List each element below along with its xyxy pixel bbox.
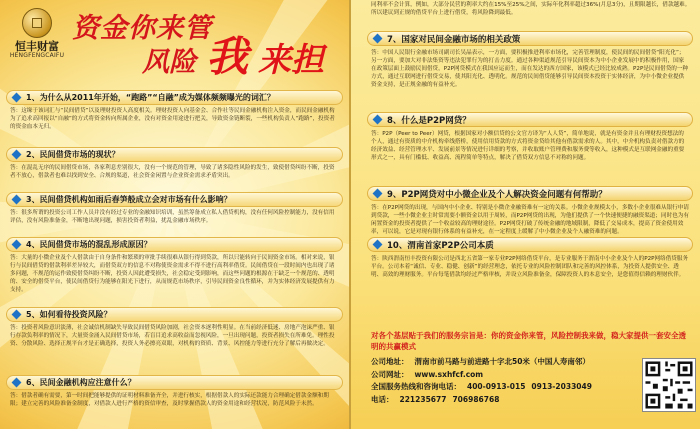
brand-name-cn: 恒丰财富 xyxy=(15,40,59,53)
faq-heading: 4、民间借贷市场的混乱形成原因？ xyxy=(26,240,152,249)
faq-section-5 xyxy=(6,307,343,372)
faq-heading: 2、民间借贷市场的现状？ xyxy=(26,150,120,159)
address-row xyxy=(371,356,631,369)
phone-row xyxy=(371,381,631,394)
faq-heading: 6、民间金融机构应注意什么？ xyxy=(26,378,136,387)
brand-name-en: HENGFENGCAIFU xyxy=(9,52,65,59)
continued-answer-text: 同利率不会计算，例如，大部分民营的利率大约在15%至25%之间，实际年化利率超过36%(月息3分)，且期限越长，借款越难。所以建议到正规的借贷平台上进行借贷，将风险降到最低。 xyxy=(371,2,691,16)
phone-row-2 xyxy=(371,394,631,407)
contact-info xyxy=(371,356,631,406)
address-value: 渭南市前马路与前进路十字北50米（中国人寿南邻） xyxy=(414,357,590,366)
address-label: 公司地址： xyxy=(371,357,409,366)
bullet-diamond-icon xyxy=(12,150,22,160)
faq-section-9 xyxy=(367,186,693,244)
bullet-diamond-icon xyxy=(12,195,22,205)
qr-code-icon xyxy=(642,358,696,412)
faq-heading-bar xyxy=(6,307,343,322)
bullet-diamond-icon xyxy=(12,240,22,250)
faq-heading-bar xyxy=(6,375,343,390)
faq-heading-bar xyxy=(6,90,343,105)
faq-answer: 答：在混乱无序的民间借贷市场，各家利息差别很大，没有一个规范的管理，导致了诸多隐性风险的发生，致使借贷纠纷不断，投资者不放心，借款者也难以找到安全、合规的渠道，社会资金闲置与企业资金需求矛盾突出。 xyxy=(10,165,335,179)
faq-heading: 3、民间借贷机构如雨后春笋般成立会对市场有什么影响？ xyxy=(26,195,232,204)
faq-section-6 xyxy=(6,375,343,426)
website-link[interactable]: www.sxhfcf.com xyxy=(414,369,484,379)
phone-label: 全国服务热线和咨询电话： xyxy=(371,382,461,391)
faq-section-2 xyxy=(6,147,343,188)
faq-heading-bar xyxy=(367,31,693,46)
bullet-diamond-icon xyxy=(373,189,383,199)
bullet-diamond-icon xyxy=(12,310,22,320)
slogan-line-1: 资金你来管 xyxy=(72,13,212,44)
bullet-diamond-icon xyxy=(12,378,22,388)
faq-section-7 xyxy=(367,31,693,105)
phone-number-2: 0913-2033049 xyxy=(531,382,592,391)
faq-heading: 10、渭南首家P2P公司本质 xyxy=(387,240,494,251)
right-panel xyxy=(351,0,700,429)
service-tagline: 对各个基层贴于我们的服务宗旨是：你的资金你来管，风险控制我来做，稳大家提供一套安全透明的共赢模式 xyxy=(371,331,686,351)
faq-section-10 xyxy=(367,237,693,327)
phone-number-3: 221235677 xyxy=(399,394,447,404)
website-label: 公司网址： xyxy=(371,369,409,379)
faq-answer: 答：陕西渭南恒丰投资有限公司是西北五省第一家专业P2P网络借贷平台，是专业服务于渭南中小企业及个人的P2P网络借贷服务平台。公司本着“诚信、专业、稳健、创新”的经营理念，依托专业的风险控制团队和完善的风控体系，为投资人提供安全、透明、高效的理财服务。平台每笔借款均经过严格审核，并设立风险准备金，保障投资人的本息安全，是您值得信赖的理财伙伴。 xyxy=(371,256,689,278)
faq-heading-bar xyxy=(367,112,693,127)
company-logo xyxy=(8,6,66,72)
phone-number-4: 706986768 xyxy=(452,394,500,404)
bullet-diamond-icon xyxy=(373,240,383,250)
faq-section-3 xyxy=(6,192,343,233)
slogan-line-2: 风险 xyxy=(142,47,196,78)
faq-answer: 答：投资者风险意识淡薄，社会诚信机制缺失导致民间借贷风险加剧，社会资本逐利性明显。在当前经济低迷、房地产泡沫严重、银行存款负利率的情况下，大量资金涌入民间借贷市场，若盲目追求高收益而忽视风险，一旦出现问题，投资者损失在所难免。理性投资、分散风险、选择正规平台才是正确选择，投资人务必擦亮双眼，对机构的资质、背景、风控能力等进行充分了解后再做决定。 xyxy=(10,325,335,347)
faq-heading: 8、什么是P2P网贷？ xyxy=(387,115,471,126)
faq-answer: 答：大量的小微企业及个人借款由于自身条件和繁琐的审批手续很难从银行得到贷款，所以只能转向于民间资金市场。相对来说，银行与民间借贷的借款利率差异较大，而借贷双方的信息不对称使资金需求不得不进行高利率借贷。民间借贷在一段时间内也出现了诸多问题，不规范的运作致使借贷纠纷不断，投资人因此遭受损失，社会稳定受到影响，而这些问题的根源在于缺乏一个规范的、透明的、安全的借贷平台，使民间借贷行为能够在阳光下进行，从而规范市场秩序，引导民间资金良性循环，并为实体经济发展提供有力支持。 xyxy=(10,255,335,293)
faq-heading: 5、如何看待投资风险？ xyxy=(26,310,112,319)
faq-answer: 答：中国人民银行金融市场司副司长吴晶表示，一方面，要积极推进利率市场化，完善管理制度，使民间的民间借贷“阳光化”；另一方面，要加大对非法集资等违法犯罪行为的打击力度。通过各种渠道规范引导民间资本为中小企业发展中的积极作用，国家在政策层面上鼓励民间借贷，P2P网贷模式在我国应运而生，而在发达的西方国家，该模式已经比较成熟。P2P是民间借贷的一种方式，通过互联网进行借贷交易，使其阳光化、透明化。规范的民间借贷能够引导民间资本投资于实体经济，为中小微企业提供资金支持，是正规金融的有益补充。 xyxy=(371,50,689,88)
faq-answer: 答：在P2P网贷的出现，与国内中小企业、特别是小微企业融资难有一定的关系。小微企业规模太小，多数小企业很难从银行申请到贷款，一些小微企业主时常需要小额资金以用于周转，而P2P网贷的出现，为他们提供了一个快速便捷的融资渠道；同时也为有闲置资金的投资者提供了一个收益较高的理财途径。P2P网贷打破了传统金融的地域限制，降低了交易成本，提高了资金使用效率，可以说，它是对现有银行体系的有益补充，在一定程度上缓解了中小微企业及个人融资难的问题。 xyxy=(371,205,689,235)
faq-heading-bar xyxy=(6,147,343,162)
faq-answer: 答：P2P（Peer to Peer）网贷，根据国家对小额信贷的公文官方译为“人人贷”，简单地说，就是有资金并且有理财投资想法的个人，通过有资质的中介机构牵线搭桥，使用信用贷款的方式将资金贷给其他有借款需求的人。其中，中介机构负责对借款方的经济效益、经营管理水平、发展前景等情况进行详细的考察，并收取账户管理费和服务费等收入，这种模式是互联网金融的重要形式之一，具有门槛低、收益高、流程简单等特点，解决了借贷双方信息不对称的问题。 xyxy=(371,131,685,161)
phone-label-2: 电话： xyxy=(371,394,394,404)
left-panel xyxy=(0,0,349,429)
faq-answer: 答：借款者确有需要，第一时间把能够提供的证明材料准备齐全，并进行核实，根据借款人的实际还款能力合理确定借款金额和期限；建立完善的风险准备金制度，对借款人进行严格的资信审查，及时掌握借款人的资金用途和经营状况，防范风险于未然。 xyxy=(10,393,329,407)
faq-heading-bar xyxy=(6,237,343,252)
website-row xyxy=(371,369,631,382)
faq-section-4 xyxy=(6,237,343,318)
bullet-diamond-icon xyxy=(373,115,383,125)
slogan-line-4: 来担 xyxy=(258,40,324,79)
faq-heading: 9、P2P网贷对中小微企业及个人解决资金问题有何帮助？ xyxy=(387,189,607,200)
faq-heading: 7、国家对民间金融市场的相关政策 xyxy=(387,34,521,45)
faq-heading-bar xyxy=(367,237,693,252)
faq-answer: 答：这缘于该词汇与“民间借贷”以及理财投资人高度相关。理财投资人向基金会、合作社等民间金融机构注入资金，而民间金融机构为了追求高回报以“自融”的方式将资金转向所属企业，没有对资金用途进行把关，导致资金链断裂，一些机构负责人“跑路”，投资者的资金血本无归。 xyxy=(10,108,335,130)
coin-logo-icon xyxy=(22,8,52,38)
faq-section-8 xyxy=(367,112,693,178)
faq-heading-bar xyxy=(367,186,693,201)
bullet-diamond-icon xyxy=(373,34,383,44)
slogan-line-3: 我 xyxy=(206,32,247,81)
faq-answer: 答：很多所谓的投资公司工作人员并没有经过专业的金融知识培训，虽然筹备成立私人借贷机构，没有任何风险控制能力，没有信用评估，没有风险准备金，不断地出现问题，损害投资者利益，扰乱金融市场秩序。 xyxy=(10,210,335,224)
faq-heading-bar xyxy=(6,192,343,207)
phone-number-1: 400-0913-015 xyxy=(467,382,526,391)
faq-heading: 1、为什么从2011年开始，“跑路”“自融”成为媒体频频曝光的词汇？ xyxy=(26,93,275,102)
bullet-diamond-icon xyxy=(12,93,22,103)
faq-section-1 xyxy=(6,90,343,147)
